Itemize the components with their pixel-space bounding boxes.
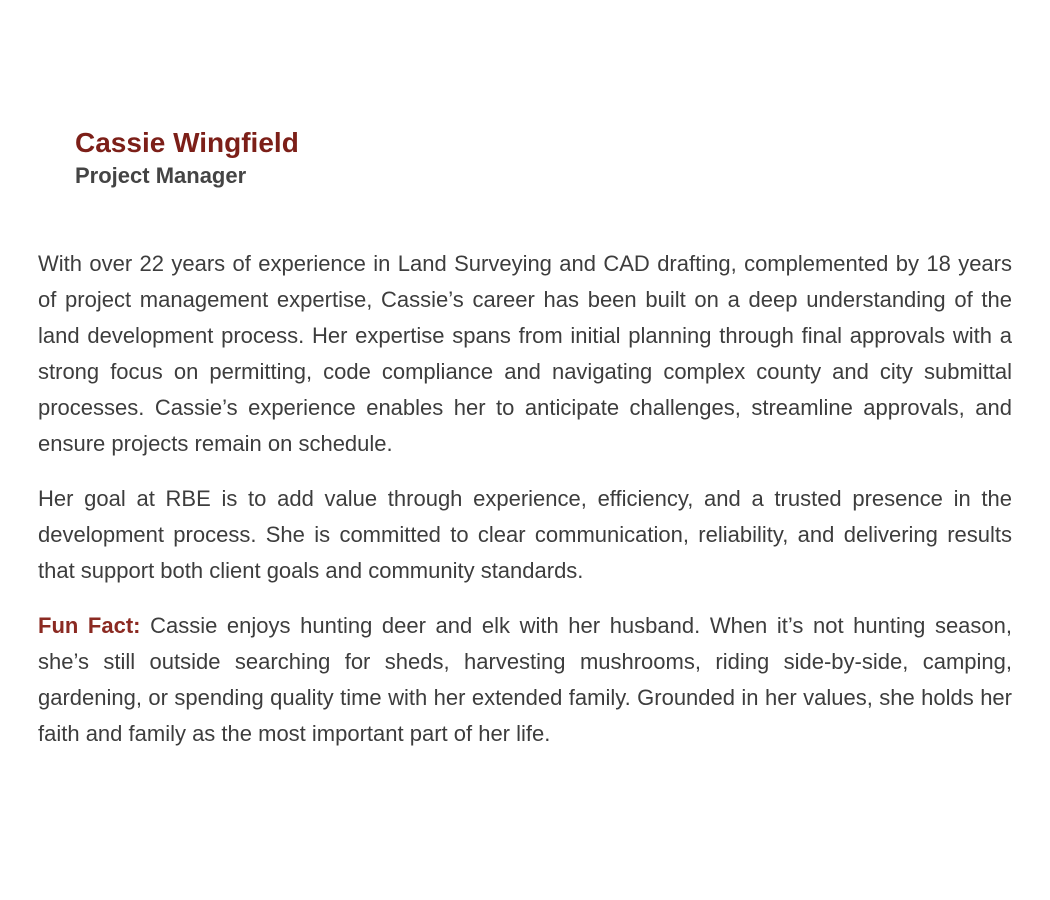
person-name: Cassie Wingfield [75,127,299,158]
person-job-title: Project Manager [75,163,247,188]
bio-paragraph-experience: With over 22 years of experience in Land Surveying and CAD drafting, complemented by 18 years of project management expertise, Cassie’s career has been built on a deep understanding of the land development process. Her expertise spans from initial planning through final approvals with a strong focus on permitting, code compliance and navigating complex county and city submittal processes. Cassie’s experience enables her to anticipate challenges, streamline approvals, and ensure projects remain on schedule. [38,251,1012,456]
fun-fact-text: Cassie enjoys hunting deer and elk with her husband. When it’s not hunting season, she’s still outside searching for sheds, harvesting mushrooms, riding side-by-side, camping, gardening, or spending quality time with her extended family. Grounded in her values, she holds her faith and family as the most important part of her life. [38,613,1012,746]
bio-paragraph-fun-fact [38,608,1012,752]
biography [38,246,1012,771]
fun-fact-label: Fun Fact: [38,613,141,638]
bio-paragraph-goals: Her goal at RBE is to add value through experience, efficiency, and a trusted presence in the development process. She is committed to clear communication, reliability, and delivering results that support both client goals and community standards. [38,486,1012,583]
profile-header [75,125,299,191]
